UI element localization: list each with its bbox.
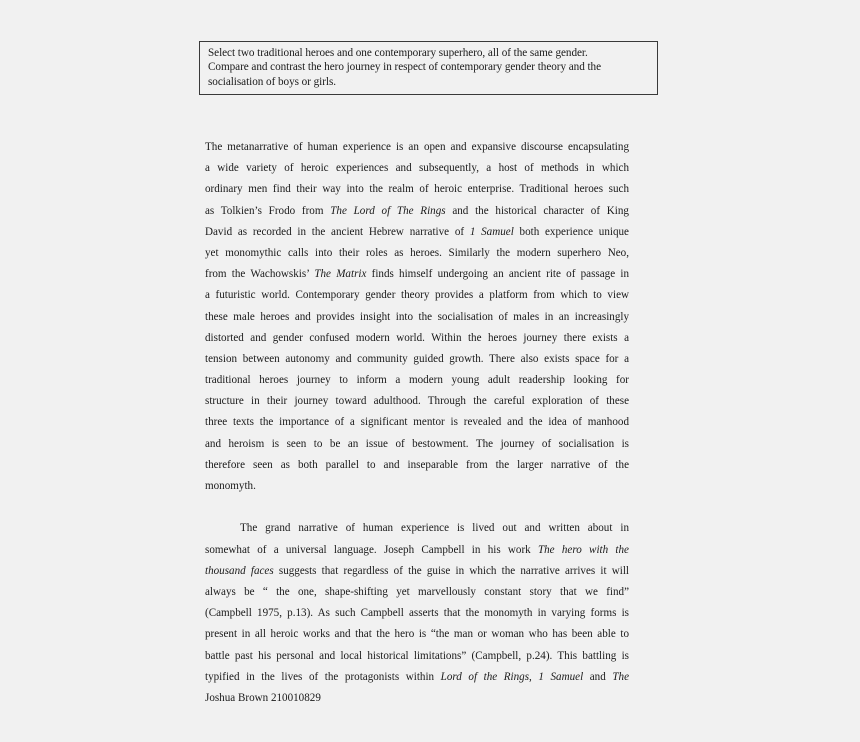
book-title-hero-thousand-faces: The hero with the [537, 543, 629, 556]
text-line: present in all heroic works and that the hero is “the man or woman who has been able to [205, 628, 629, 641]
essay-question-line: Compare and contrast the hero journey in respect of contemporary gender theory and the [208, 61, 602, 74]
text-line [205, 540, 629, 561]
text-line: tension between autonomy and community guided growth. There also exists space for a [205, 352, 629, 365]
text-line: structure in their journey toward adulthood. Through the careful exploration of these [205, 395, 629, 408]
author-footer: Joshua Brown 210010829 [205, 691, 321, 704]
text-run: somewhat of a universal language. Joseph Campbell in his work [205, 543, 538, 556]
text-line: always be “ the one, shape-shifting yet marvellously constant story that we find” [205, 585, 629, 598]
text-run: as Tolkien’s Frodo from [205, 204, 331, 217]
text-line: The metanarrative of human experience is an open and expansive discourse encapsulating [205, 141, 629, 153]
text-line: (Campbell 1975, p.13). As such Campbell asserts that the monomyth in varying forms is [205, 607, 629, 620]
text-run: from the Wachowskis’ [205, 268, 315, 281]
book-titles-italic: Lord of the Rings, 1 Samuel [440, 670, 584, 683]
paragraph-introduction [205, 137, 629, 497]
text-line: battle past his personal and local historical limitations” (Campbell, p.24). This battling is [205, 649, 629, 662]
text-line [205, 264, 629, 285]
text-line: three texts the importance of a significant mentor is revealed and the idea of manhood [205, 416, 629, 429]
text-run: typified in the lives of the protagonists within [205, 670, 441, 683]
text-line: a futuristic world. Contemporary gender theory provides a platform from which to view [205, 289, 629, 302]
essay-body [205, 137, 629, 709]
text-line: monomyth. [205, 480, 256, 492]
text-run: finds himself undergoing an ancient rite of passage in [366, 268, 629, 281]
text-line: and heroism is seen to be an issue of bestowment. The journey of socialisation is [205, 437, 629, 450]
book-title-lord-of-the-rings: The Lord of The Rings [330, 204, 446, 217]
text-line: ordinary men find their way into the realm of heroic enterprise. Traditional heroes such [205, 183, 629, 196]
text-line [205, 667, 629, 688]
text-line: therefore seen as both parallel to and inseparable from the larger narrative of the [205, 458, 629, 471]
text-run: and [583, 670, 613, 683]
text-line: distorted and gender confused modern world. Within the heroes journey there exists a [205, 331, 629, 344]
essay-question-line: socialisation of boys or girls. [208, 75, 337, 88]
text-run: and the historical character of King [445, 204, 629, 217]
book-title-hero-thousand-faces: thousand faces [205, 564, 274, 577]
text-line: traditional heroes journey to inform a modern young adult readership looking for [205, 374, 629, 387]
film-title-the-matrix: The Matrix [314, 268, 367, 281]
text-line [205, 222, 629, 243]
text-line: a wide variety of heroic experiences and subsequently, a host of methods in which [205, 162, 629, 175]
essay-question-line: Select two traditional heroes and one contemporary superhero, all of the same gender. [208, 47, 588, 59]
paragraph-gap [205, 497, 629, 518]
text-line [205, 201, 629, 222]
text-line: yet monomythic calls into their roles as heroes. Similarly the modern superhero Neo, [205, 246, 629, 259]
book-title-the: The [612, 670, 629, 683]
text-line: The grand narrative of human experience is lived out and written about in [240, 522, 629, 535]
text-line [205, 561, 629, 582]
text-run: David as recorded in the ancient Hebrew narrative of [205, 225, 470, 238]
essay-question-box [199, 41, 658, 95]
text-line: these male heroes and provides insight into the socialisation of males in an increasingly [205, 310, 629, 323]
book-title-1-samuel: 1 Samuel [469, 225, 514, 238]
paragraph-campbell [205, 518, 629, 688]
text-run: suggests that regardless of the guise in which the narrative arrives it will [273, 564, 630, 577]
text-run: both experience unique [513, 225, 629, 238]
